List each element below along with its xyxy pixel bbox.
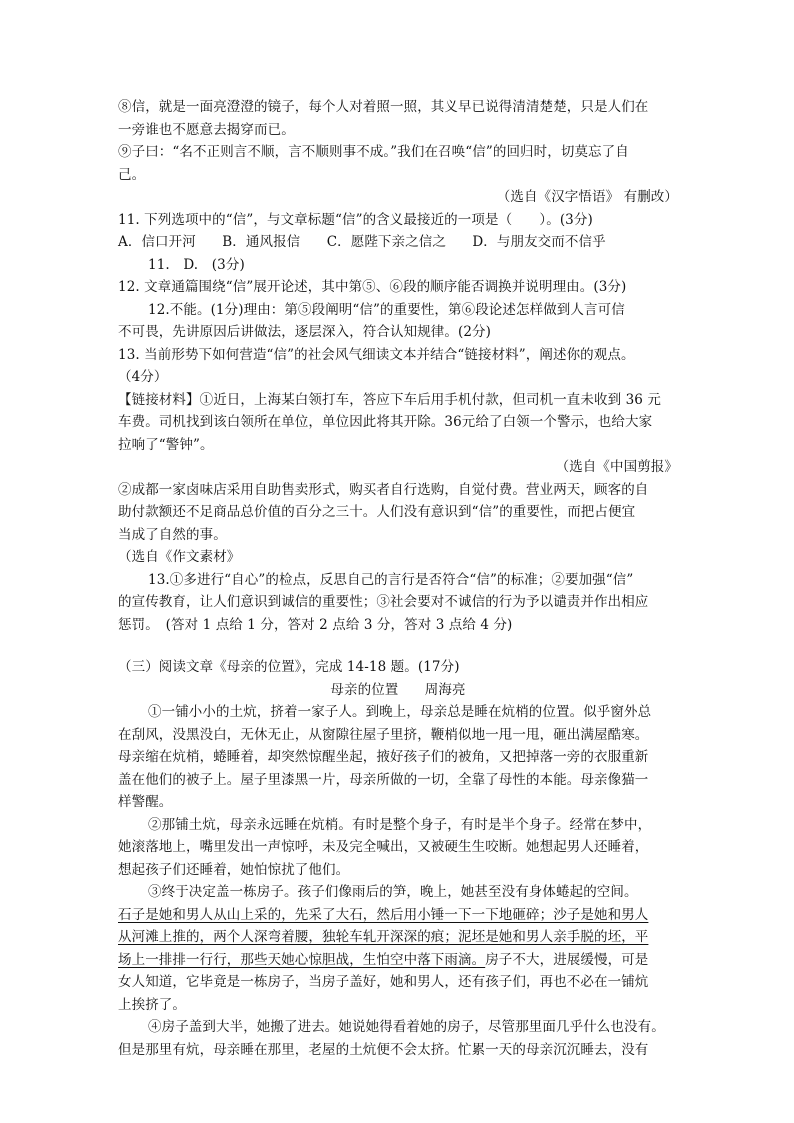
material-1-line-2: 车费。司机找到该白领所在单位，单位因此将其开除。36元给了白领一个警示，也给大家 <box>118 414 653 430</box>
article-para-3-mixed-line <box>118 949 678 972</box>
article-para-1-line-4: 盖在他们的被子上。屋子里漆黑一片，母亲所做的一切，全靠了母性的本能。母亲像猫一 <box>118 771 649 788</box>
article-title-line <box>118 679 678 702</box>
question-11-answer: 11. D. (3分) <box>148 256 245 273</box>
material-1-source: （选自《中国剪报》 <box>555 459 678 475</box>
article-para-1-line-5: 样警醒。 <box>118 794 173 810</box>
article-para-3-underlined-2: 从河滩上推的，两个人深弯着腰，独轮车轧开深深的痕；泥坯是她和男人亲手脱的坯，平 <box>118 929 649 945</box>
paragraph-9-line-1: ⑨子曰：“名不正则言不顺，言不顺则事不成。”我们在召唤“信”的回归时，切莫忘了自 <box>118 144 629 160</box>
material-2-source: （选自《作文素材》 <box>118 549 241 565</box>
document-page <box>118 96 678 1061</box>
article-para-2-line-2: 她滚落地上，嘴里发出一声惊呼，未及完全喊出，又被硬生生咬断。她想起男人还睡着， <box>118 839 649 855</box>
article-para-1-line-3: 母亲缩在炕梢，蜷睡着，却突然惊醒坐起，掖好孩子们的被角，又把掉落一旁的衣服重新 <box>118 749 649 765</box>
material-1-line-1: 【链接材料】①近日，上海某白领打车，答应下车后用手机付款，但司机一直未收到 36 元 <box>118 391 661 408</box>
article-para-2-line-1: ②那铺土炕，母亲永远睡在炕梢。有时是整个身子，有时是半个身子。经常在梦中， <box>148 816 652 833</box>
question-13-stem-line-1: 13. 当前形势下如何营造“信”的社会风气细读文本并结合“链接材料”，阐述你的观点。 <box>118 346 635 363</box>
article-para-4-line-1: ④房子盖到大半，她搬了进去。她说她得看着她的房子，尽管那里面几乎什么也没有。 <box>148 1019 665 1035</box>
question-12-answer-line-2: 不可畏，先讲原因后讲做法，逐层深入，符合认知规律。(2分) <box>118 324 492 340</box>
option-c: C．愿陛下亲之信之 <box>326 234 446 250</box>
material-2-line-1: ②成都一家卤味店采用自助售卖形式，购买者自行选购，自觉付费。营业两天，顾客的自 <box>118 481 649 498</box>
section-3-heading: （三）阅读文章《母亲的位置》，完成 14-18 题。(17分) <box>118 659 460 675</box>
option-b: B．通风报信 <box>222 234 301 250</box>
material-1-line-3: 拉响了“警钟”。 <box>118 436 214 453</box>
material-2-line-3: 当成了自然的事。 <box>118 526 227 543</box>
article-para-3-tail-1: 房子不大，进展缓慢，可是 <box>485 951 649 968</box>
article-para-3-line-1: ③终于决定盖一栋房子。孩子们像雨后的笋，晚上，她甚至没有身体蜷起的空间。 <box>148 884 638 900</box>
article-para-3-underlined-3: 场上一排排一行行，那些天她心惊胆战，生怕空中落下雨滴。 <box>118 951 486 968</box>
article-para-3-underlined-1: 石子是她和男人从山上采的，先采了大石，然后用小锤一下一下地砸碎；沙子是她和男人 <box>118 906 649 923</box>
article-para-1-line-2: 在刮风，没黑没白，无休无止，从窗隙往屋子里挤，鞭梢似地一甩一甩，砸出满屋酷寒。 <box>118 726 649 743</box>
source-citation: （选自《汉字悟语》 有删改） <box>496 189 678 205</box>
paragraph-9-line-2: 己。 <box>118 166 146 183</box>
option-a: A．信口开河 <box>118 234 196 250</box>
article-title: 母亲的位置 <box>330 681 399 698</box>
article-para-3-tail-3: 上挨挤了。 <box>118 996 186 1013</box>
question-12-stem: 12. 文章通篇围绕“信”展开论述，其中第⑤、⑥段的顺序能否调换并说明理由。(3分) <box>118 279 627 295</box>
paragraph-8-line-1: ⑧信，就是一面亮澄澄的镜子，每个人对着照一照，其义早已说得清清楚楚，只是人们在 <box>118 99 649 115</box>
question-11-options <box>118 231 678 254</box>
question-13-answer-line-3: 惩罚。 (答对 1 点给 1 分，答对 2 点给 3 分，答对 3 点给 4 分) <box>118 616 513 633</box>
option-d: D．与朋友交而不信乎 <box>472 234 606 250</box>
article-author: 周海亮 <box>424 681 466 698</box>
question-13-answer-line-1: 13.①多进行“自心”的检点，反思自己的言行是否符合“信”的标准；②要加强“信” <box>148 571 634 588</box>
question-13-answer-line-2: 的宣传教育，让人们意识到诚信的重要性；③社会要对不诚信的行为予以谴责并作出相应 <box>118 594 649 610</box>
question-12-answer-line-1: 12.不能。(1分)理由：第⑤段阐明“信”的重要性，第⑥段论述怎样做到人言可信 <box>148 301 625 318</box>
article-para-3-tail-2: 女人知道，它毕竟是一栋房子，当房子盖好，她和男人，还有孩子们，再也不必在一铺炕 <box>118 974 649 990</box>
question-11-stem: 11. 下列选项中的“信”，与文章标题“信”的含义最接近的一项是（ ）。(3分) <box>118 211 593 228</box>
article-para-1-line-1: ①一铺小小的土炕，挤着一家子人。到晚上，母亲总是睡在炕梢的位置。似乎窗外总 <box>148 704 652 720</box>
article-para-4-line-2: 但是那里有炕，母亲睡在那里，老屋的土炕便不会太挤。忙累一天的母亲沉沉睡去，没有 <box>118 1041 649 1058</box>
article-para-2-line-3: 想起孩子们还睡着，她怕惊扰了他们。 <box>118 861 350 878</box>
paragraph-8-line-2: 一旁谁也不愿意去揭穿而已。 <box>118 121 295 138</box>
material-2-line-2: 助付款额还不足商品总价值的百分之三十。人们没有意识到“信”的重要性，而把占便宜 <box>118 504 636 520</box>
question-13-stem-line-2: （4分） <box>118 369 168 385</box>
